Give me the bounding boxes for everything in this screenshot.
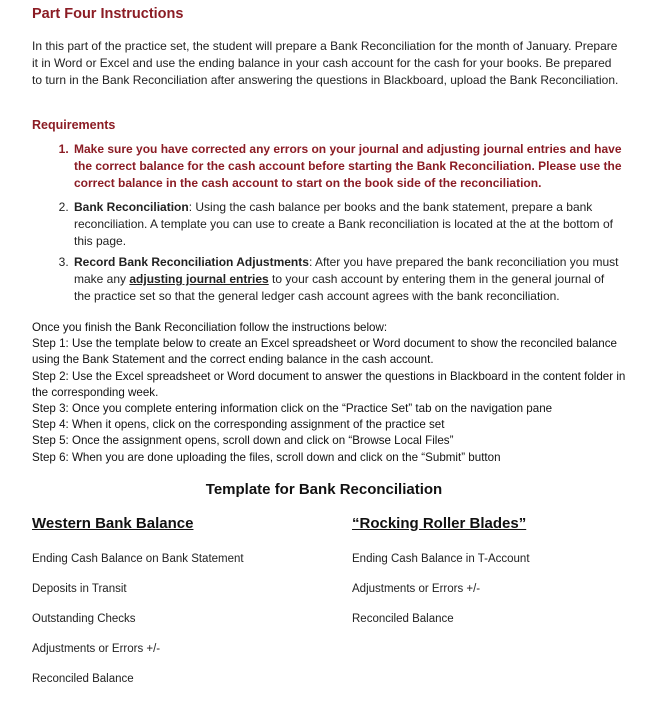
bank-row: Reconciled Balance xyxy=(32,673,134,685)
step-item: Step 3: Once you complete entering information click on the “Practice Set” tab on the navigation pane xyxy=(32,402,553,416)
book-row: Reconciled Balance xyxy=(352,613,454,625)
requirement-text: to your cash account by entering them in the general journal of the practice set so that the general ledger cash account agrees with the bank reconciliation. xyxy=(74,272,605,303)
book-row: Ending Cash Balance in T-Account xyxy=(352,553,530,565)
requirement-text: : After you have prepared the bank reconciliation you must make any xyxy=(74,255,619,286)
intro-paragraph: In this part of the practice set, the student will prepare a Bank Reconciliation for the month of January. Prepare it in Word or Excel and use the ending balance in your cash account for the cash for your books. Be prepared to turn in the Bank Reconciliation after answering the questions in Blackboard, upload the Bank Reconciliation. xyxy=(32,39,619,87)
requirement-lead: Bank Reconciliation xyxy=(74,200,189,214)
step-item: Step 5: Once the assignment opens, scroll down and click on “Browse Local Files” xyxy=(32,434,454,448)
bank-row: Deposits in Transit xyxy=(32,583,127,595)
step-item: Step 2: Use the Excel spreadsheet or Word document to answer the questions in Blackboard in the content folder in the corresponding week. xyxy=(32,369,626,399)
bank-balance-column xyxy=(32,515,332,701)
requirement-text: : Using the cash balance per books and the bank statement, prepare a bank reconciliation. A template you can use to create a Bank reconciliation is located at the at the bottom of this page. xyxy=(74,200,613,248)
bank-row: Outstanding Checks xyxy=(32,613,136,625)
bank-balance-heading: Western Bank Balance xyxy=(32,515,194,532)
requirements-heading: Requirements xyxy=(32,118,116,132)
step-item: Step 1: Use the template below to create an Excel spreadsheet or Word document to show the reconciled balance using the Bank Statement and the correct ending balance in the cash account. xyxy=(32,337,617,367)
book-balance-column xyxy=(352,515,632,641)
requirements-list xyxy=(32,141,624,309)
requirement-item xyxy=(72,199,624,250)
requirement-item xyxy=(72,254,624,305)
bank-row: Ending Cash Balance on Bank Statement xyxy=(32,553,244,565)
requirement-lead: Record Bank Reconciliation Adjustments xyxy=(74,255,309,269)
book-row: Adjustments or Errors +/- xyxy=(352,583,481,595)
steps-intro: Once you finish the Bank Reconciliation follow the instructions below: xyxy=(32,321,388,334)
requirement-text: Make sure you have corrected any errors on your journal and adjusting journal entries and have the correct balance for the cash account before starting the Bank Reconciliation. Please use the correct balance in the cash account to start on the book side of the reconciliation. xyxy=(74,142,622,190)
requirement-item xyxy=(72,141,624,192)
book-balance-heading: “Rocking Roller Blades” xyxy=(352,515,527,532)
template-title: Template for Bank Reconciliation xyxy=(205,481,443,498)
adjusting-entries-emphasis: adjusting journal entries xyxy=(129,272,269,286)
page-title: Part Four Instructions xyxy=(32,6,184,22)
steps-section xyxy=(32,320,632,466)
step-item: Step 4: When it opens, click on the corresponding assignment of the practice set xyxy=(32,418,445,432)
step-item: Step 6: When you are done uploading the files, scroll down and click on the “Submit” button xyxy=(32,450,501,464)
bank-row: Adjustments or Errors +/- xyxy=(32,643,161,655)
